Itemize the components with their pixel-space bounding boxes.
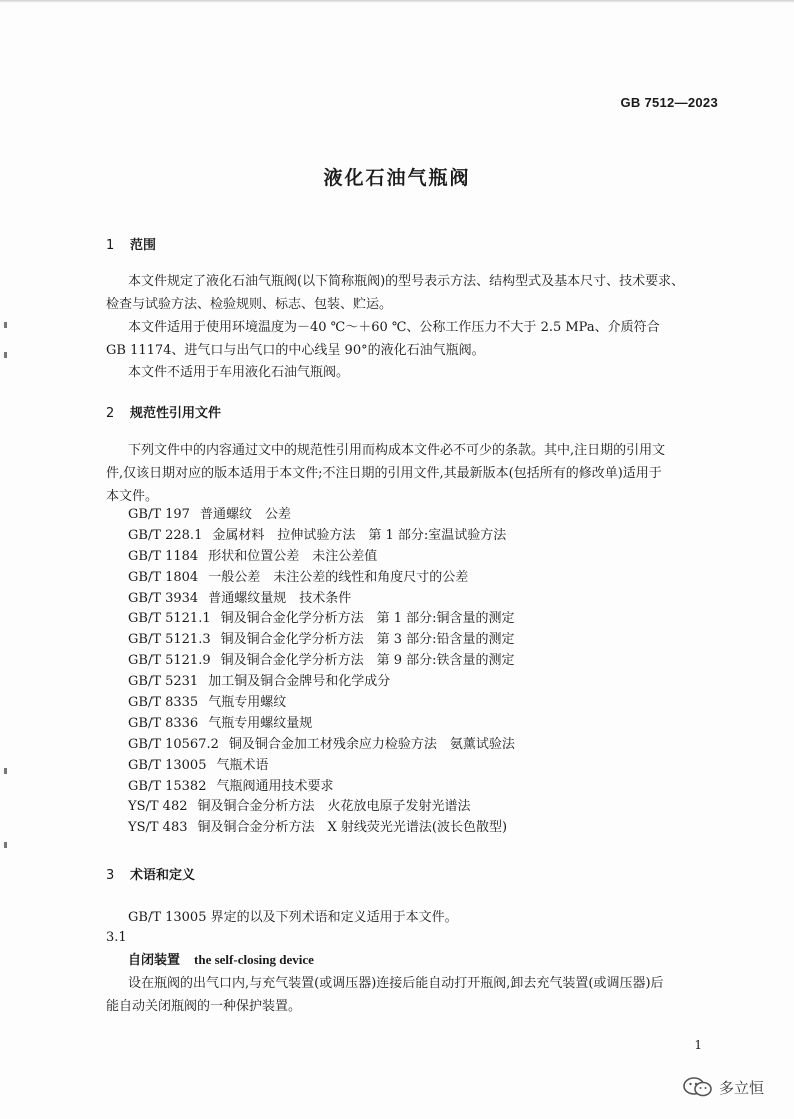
scope-paragraph-1-line-2: 检查与试验方法、检验规则、标志、包装、贮运。 xyxy=(106,297,393,312)
reference-title: 普通螺纹量规 技术条件 xyxy=(208,590,352,606)
reference-code: GB/T 5121.3 xyxy=(128,632,211,648)
reference-code: GB/T 1184 xyxy=(128,548,199,564)
reference-title: 一般公差 未注公差的线性和角度尺寸的公差 xyxy=(208,569,469,585)
term-name-zh: 自闭装置 xyxy=(128,953,181,968)
reference-title: 气瓶专用螺纹 xyxy=(208,695,287,711)
reference-code: GB/T 5121.1 xyxy=(128,611,211,627)
reference-title: 铜及铜合金化学分析方法 第 1 部分:铜含量的测定 xyxy=(220,611,515,627)
reference-title: 形状和位置公差 未注公差值 xyxy=(208,548,378,564)
reference-code: GB/T 10567.2 xyxy=(128,736,219,752)
reference-title: 铜及铜合金化学分析方法 第 3 部分:铅含量的测定 xyxy=(220,632,515,648)
reference-item xyxy=(128,547,515,568)
reference-code: GB/T 5231 xyxy=(128,674,199,690)
reference-title: 气瓶专用螺纹量规 xyxy=(208,715,313,731)
reference-title: 铜及铜合金化学分析方法 第 9 部分:铁含量的测定 xyxy=(220,653,515,669)
section-title: 规范性引用文件 xyxy=(130,406,222,421)
reference-item xyxy=(128,568,515,589)
section-number: 3 xyxy=(106,868,115,883)
term-name-en: the self-closing device xyxy=(194,952,314,967)
normative-paragraph-line-2: 件,仅该日期对应的版本适用于本文件;不注日期的引用文件,其最新版本(包括所有的修改单)适用于 xyxy=(106,466,662,481)
reference-item xyxy=(128,714,515,735)
reference-code: GB/T 8336 xyxy=(128,715,199,731)
document-title: 液化石油气瓶阀 xyxy=(323,167,471,189)
section-heading-terms-definitions xyxy=(106,864,195,883)
scope-paragraph-3-line-1: 本文件不适用于车用液化石油气瓶阀。 xyxy=(128,365,350,380)
reference-code: GB/T 15382 xyxy=(128,778,207,794)
reference-code: GB/T 13005 xyxy=(128,757,207,773)
reference-title: 普通螺纹 公差 xyxy=(199,507,291,522)
reference-code: YS/T 483 xyxy=(128,820,188,836)
section-title: 范围 xyxy=(130,238,157,253)
page-edge xyxy=(0,0,794,3)
terms-intro: GB/T 13005 界定的以及下列术语和定义适用于本文件。 xyxy=(128,910,458,925)
section-number: 1 xyxy=(106,238,115,253)
reference-item xyxy=(128,526,515,547)
reference-item xyxy=(128,797,515,818)
reference-code: YS/T 482 xyxy=(128,799,188,815)
standard-code: GB 7512—2023 xyxy=(620,95,718,110)
reference-item xyxy=(128,609,515,630)
scope-paragraph-2-line-2: GB 11174、进气口与出气口的中心线呈 90°的液化石油气瓶阀。 xyxy=(106,343,485,358)
page-number: 1 xyxy=(694,1038,702,1052)
reference-title: 加工铜及铜合金牌号和化学成分 xyxy=(208,674,391,690)
reference-item xyxy=(128,756,515,777)
term-name xyxy=(128,949,314,968)
section-heading-normative-references xyxy=(106,402,221,421)
reference-item xyxy=(128,630,515,651)
section-title: 术语和定义 xyxy=(130,868,196,883)
normative-paragraph-line-3: 本文件。 xyxy=(106,489,159,504)
watermark xyxy=(683,1076,764,1098)
reference-item xyxy=(128,505,515,526)
term-definition-line-1: 设在瓶阀的出气口内,与充气装置(或调压器)连接后能自动打开瓶阀,卸去充气装置(或调压器)后 xyxy=(128,976,664,991)
reference-code: GB/T 197 xyxy=(128,507,190,522)
section-number: 2 xyxy=(106,406,115,421)
normative-paragraph-line-1: 下列文件中的内容通过文中的规范性引用而构成本文件必不可少的条款。其中,注日期的引用文 xyxy=(128,443,666,458)
reference-code: GB/T 3934 xyxy=(128,590,199,606)
margin-mark xyxy=(4,768,7,774)
scope-paragraph-1-line-1: 本文件规定了液化石油气瓶阀(以下简称瓶阀)的型号表示方法、结构型式及基本尺寸、技术要求、 xyxy=(128,274,685,289)
reference-list xyxy=(128,505,515,839)
reference-title: 金属材料 拉伸试验方法 第 1 部分:室温试验方法 xyxy=(212,527,507,543)
reference-item xyxy=(128,651,515,672)
reference-item xyxy=(128,672,515,693)
reference-item xyxy=(128,777,515,798)
reference-item xyxy=(128,735,515,756)
margin-mark xyxy=(4,322,7,328)
reference-code: GB/T 5121.9 xyxy=(128,653,211,669)
term-number: 3.1 xyxy=(106,930,127,945)
reference-code: GB/T 228.1 xyxy=(128,527,203,543)
watermark-text: 多立恒 xyxy=(718,1078,764,1097)
section-heading-scope xyxy=(106,234,156,253)
reference-title: 气瓶术语 xyxy=(216,757,269,773)
margin-mark xyxy=(4,352,7,358)
scope-paragraph-2-line-1: 本文件适用于使用环境温度为－40 ℃～＋60 ℃、公称工作压力不大于 2.5 MPa、介质符合 xyxy=(128,320,660,335)
reference-code: GB/T 8335 xyxy=(128,695,199,711)
term-definition-line-2: 能自动关闭瓶阀的一种保护装置。 xyxy=(106,999,302,1014)
reference-code: GB/T 1804 xyxy=(128,569,199,585)
reference-title: 铜及铜合金加工材残余应力检验方法 氨薰试验法 xyxy=(228,736,515,752)
margin-mark xyxy=(4,842,7,848)
reference-title: 气瓶阀通用技术要求 xyxy=(216,778,334,794)
reference-title: 铜及铜合金分析方法 火花放电原子发射光谱法 xyxy=(197,799,471,815)
reference-item xyxy=(128,693,515,714)
reference-item xyxy=(128,589,515,610)
reference-item xyxy=(128,818,515,839)
wechat-icon xyxy=(683,1076,713,1098)
reference-title: 铜及铜合金分析方法 X 射线荧光光谱法(波长色散型) xyxy=(197,820,508,836)
